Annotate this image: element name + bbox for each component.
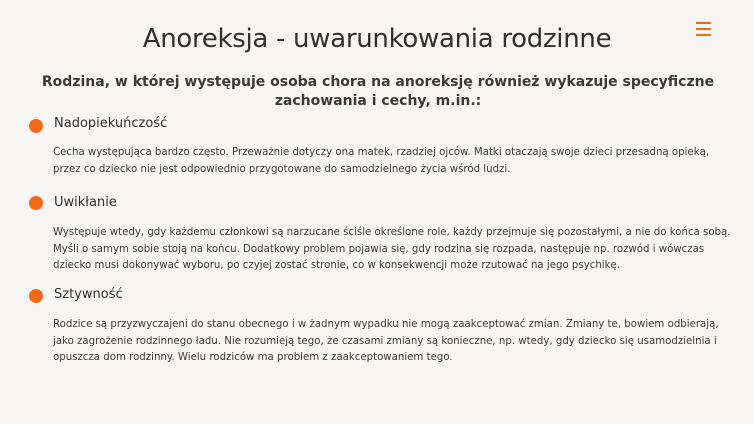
hamburger-menu-icon[interactable]	[696, 22, 712, 40]
section-text: Występuje wtedy, gdy każdemu członkowi są narzucane ściśle określone role, każdy przejmuje się pozostałymi, a nie do końca sobą. Myśli o samym sobie stoją na końcu. Dodatkowy problem pojawia się, gdy rodzina się rozpada, następuje np. rozwód i wówczas dziecko musi dokonywać wyboru, po czyjej zostać stronie, co w konsekwencji może rzutować na jego psychikę.	[53, 227, 731, 271]
page-title: Anoreksja - uwarunkowania rodzinne	[142, 24, 612, 54]
menu-bar	[696, 34, 711, 36]
section-heading: Sztywność	[54, 287, 123, 302]
section-heading: Uwikłanie	[54, 195, 117, 210]
bullet-icon	[29, 119, 43, 133]
bullet-icon	[29, 289, 43, 303]
section-heading: Nadopiekuńczość	[54, 116, 168, 131]
bullet-icon	[29, 196, 43, 210]
intro-text: Rodzina, w której występuje osoba chora na anoreksję również wykazuje specyficzne zachowania i cechy, m.in.:	[41, 74, 715, 109]
section-text: Cecha występująca bardzo często. Przeważnie dotyczy ona matek, rzadziej ojców. Matki otaczają swoje dzieci przesadną opieką, przez co dziecko nie jest odpowiednio przygotowane do samodzielnego życia wśród ludzi.	[53, 147, 710, 175]
section-text: Rodzice są przyzwyczajeni do stanu obecnego i w żadnym wypadku nie mogą zaakceptować zmian. Zmiany te, bowiem odbierają, jako zagrożenie rodzinnego ładu. Nie rozumieją tego, że czasami zmiany są konieczne, np. wtedy, gdy dziecko się usamodzielnia i opuszcza dom rodzinny. Wielu rodziców ma problem z zaakceptowaniem tego.	[53, 319, 719, 363]
menu-bar	[696, 22, 711, 24]
menu-bar	[696, 28, 711, 30]
